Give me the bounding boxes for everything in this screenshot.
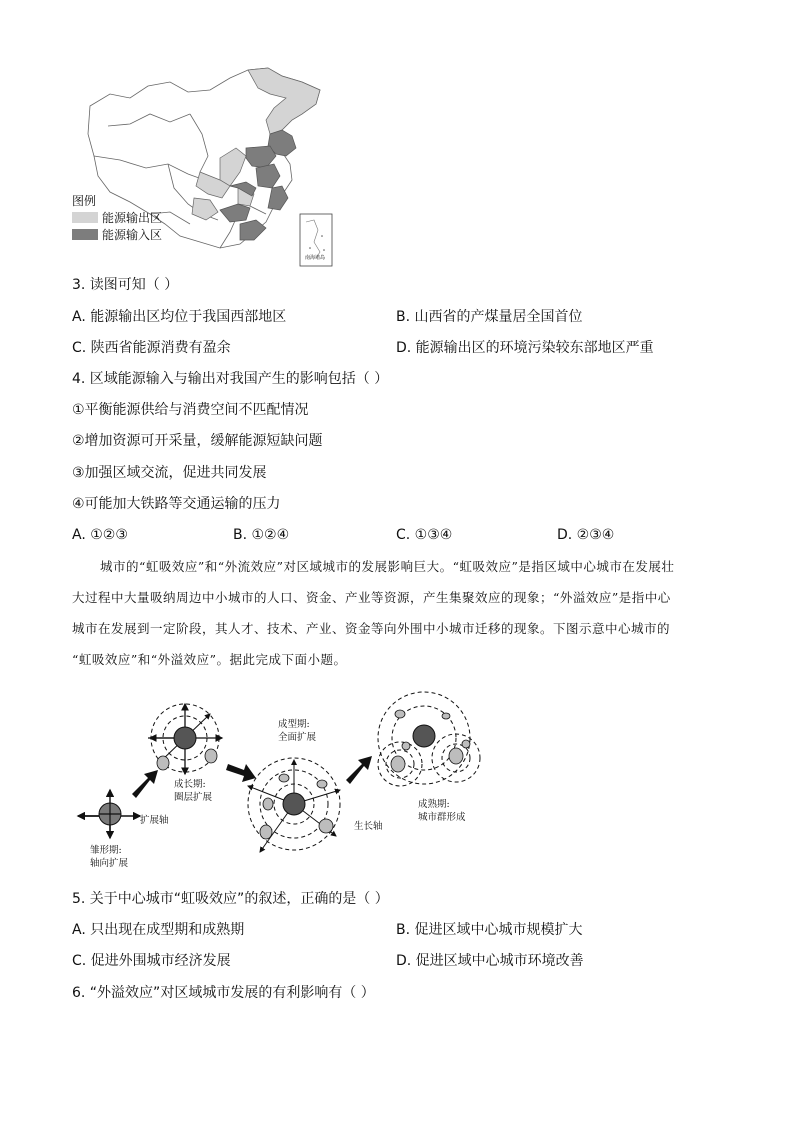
q4-statement-2: ②增加资源可开采量，缓解能源短缺问题 <box>72 433 323 449</box>
reading-passage <box>72 551 722 675</box>
q3-option-c[interactable]: C. 陕西省能源消费有盈余 <box>72 340 231 356</box>
question-5-stem: 5. 关于中心城市“虹吸效应”的叙述，正确的是（ ） <box>72 891 389 907</box>
q4-option-a[interactable]: A. ①②③ <box>72 527 128 543</box>
q5-option-d[interactable]: D. 促进区域中心城市环境改善 <box>396 953 584 969</box>
question-6-stem: 6. “外溢效应”对区域城市发展的有利影响有（ ） <box>72 985 375 1001</box>
q3-option-a[interactable]: A. 能源输出区均位于我国西部地区 <box>72 309 287 325</box>
question-4-stem: 4. 区域能源输入与输出对我国产生的影响包括（ ） <box>72 371 389 387</box>
q4-option-c[interactable]: C. ①③④ <box>396 527 453 543</box>
legend-item-output: 能源输出区 <box>72 210 162 227</box>
passage-line-1: 城市的“虹吸效应”和“外流效应”对区域城市的发展影响巨大。“虹吸效应”是指区域中心城市在发展壮 <box>100 559 675 574</box>
stage-embryonic-graphic <box>78 790 140 838</box>
city-effect-diagram <box>70 686 490 876</box>
q4-option-d[interactable]: D. ②③④ <box>557 527 615 543</box>
inset-label: 南海诸岛 <box>305 255 326 261</box>
passage-line-4: “虹吸效应”和“外溢效应”。据此完成下面小题。 <box>72 652 347 667</box>
label-growth-axis: 生长轴 <box>354 821 383 832</box>
energy-map <box>70 64 335 270</box>
q4-statement-3: ③加强区域交流，促进共同发展 <box>72 465 267 481</box>
stage-forming-graphic <box>248 758 340 852</box>
passage-line-3: 城市在发展到一定阶段，其人才、技术、产业、资金等向外围中小城市迁移的现象。下图示意中心城市的 <box>72 621 671 636</box>
stage-mature-graphic <box>378 692 480 786</box>
q4-statement-1: ①平衡能源供给与消费空间不匹配情况 <box>72 402 309 418</box>
label-stage-mature: 成熟期: 城市群形成 <box>418 799 466 823</box>
q5-option-c[interactable]: C. 促进外围城市经济发展 <box>72 953 231 969</box>
label-stage-embryonic: 雏形期: 轴向扩展 <box>90 845 129 869</box>
q4-statement-4: ④可能加大铁路等交通运输的压力 <box>72 496 281 512</box>
label-stage-growth: 成长期: 圈层扩展 <box>174 779 213 803</box>
question-3-stem: 3. 读图可知（ ） <box>72 277 179 293</box>
q4-option-b[interactable]: B. ①②④ <box>233 527 290 543</box>
q5-option-b[interactable]: B. 促进区域中心城市规模扩大 <box>396 922 583 938</box>
legend-swatch-dark <box>72 229 98 240</box>
legend-swatch-light <box>72 212 98 223</box>
stage-growth-graphic <box>148 704 222 774</box>
q3-option-d[interactable]: D. 能源输出区的环境污染较东部地区严重 <box>396 340 654 356</box>
q3-option-b[interactable]: B. 山西省的产煤量居全国首位 <box>396 309 583 325</box>
passage-line-2: 大过程中大量吸纳周边中小城市的人口、资金、产业等资源，产生集聚效应的现象；“外溢效应”是指中心 <box>72 590 671 605</box>
legend-item-input: 能源输入区 <box>72 227 162 244</box>
legend-title: 图例 <box>72 194 97 208</box>
label-stage-forming: 成型期: 全面扩展 <box>278 719 317 743</box>
q5-option-a[interactable]: A. 只出现在成型期和成熟期 <box>72 922 245 938</box>
diagram-graphic <box>70 686 490 876</box>
map-legend <box>72 193 162 244</box>
label-expansion-axis: 扩展轴 <box>140 815 169 826</box>
